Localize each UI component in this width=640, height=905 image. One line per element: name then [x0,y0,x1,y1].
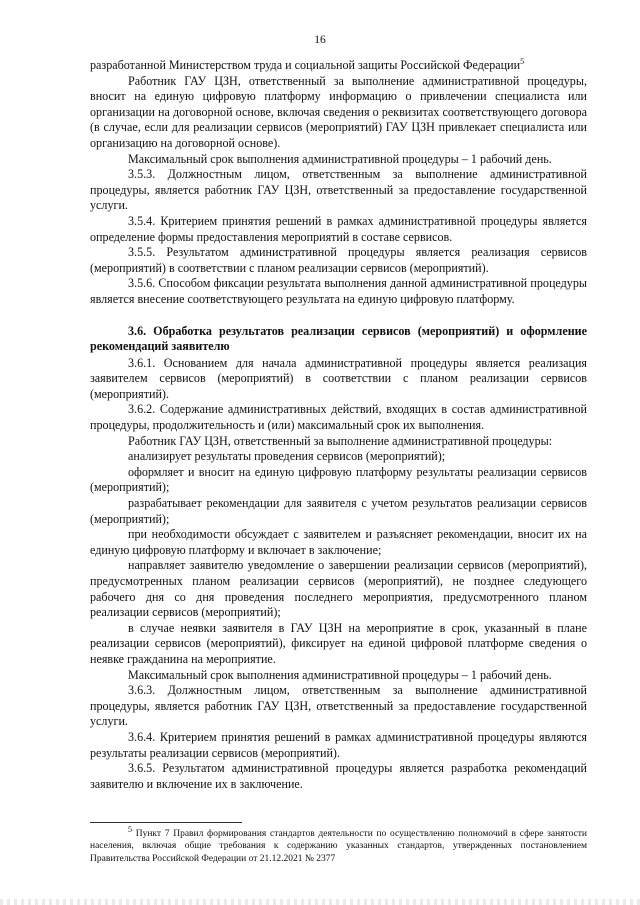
page-number: 16 [314,34,326,46]
section-spacer [90,308,587,324]
paragraph: Работник ГАУ ЦЗН, ответственный за выполнение административной процедуры, вносит на единую цифровую платформу информацию о привлечении специалиста или организации на договорной основе, включая сведения о реквизитах соответствующего договора (в случае, если для реализации сервисов (мероприятий) ГАУ ЦЗН привлекает специалиста или организацию на договорной основе). [90,73,587,150]
footnote-reference[interactable]: 5 [520,56,525,66]
list-item: разрабатывает рекомендации для заявителя с учетом результатов реализации сервисов (мероприятий); [90,496,587,526]
list-item: при необходимости обсуждает с заявителем и разъясняет рекомендации, вносит их на единую цифровую платформу и включает в заключение; [90,527,587,557]
list-item: направляет заявителю уведомление о завершении реализации сервисов (мероприятий), предусмотренных планом реализации сервисов (мероприятий), не позднее следующего рабочего дня со дня проведения последнего мероприятия, предусмотренного планом реализации сервисов (мероприятий); [90,558,587,620]
paragraph [90,58,587,74]
paragraph: 3.5.4. Критерием принятия решений в рамках административной процедуры является определение формы предоставления мероприятий в составе сервисов. [90,213,587,244]
list-item: оформляет и вносит на единую цифровую платформу результаты реализации сервисов (мероприятий); [90,464,587,495]
footnote-marker: 5 [128,824,132,834]
paragraph-text: разработанной Министерством труда и социальной защиты Российской Федерации [90,58,521,72]
paragraph: 3.6.2. Содержание административных действий, входящих в состав административной процедуры, продолжительность и (или) максимальный срок их выполнения. [90,402,587,433]
footnote-text: Пункт 7 Правил формирования стандартов деятельности по осуществлению полномочий в сфере занятости населения, включая общие требования к содержанию указанных стандартов, утвержденных постановлением Правительства Российской Федерации от 21.12.2021 № 2377 [90,829,588,864]
paragraph: 3.6.1. Основанием для начала административной процедуры является реализация заявителем сервисов (мероприятий) в соответствии с планом реализации сервисов (мероприятий). [90,355,587,401]
footnote [90,824,588,865]
list-item: анализирует результаты проведения сервисов (мероприятий); [128,449,446,464]
paragraph: 3.6.5. Результатом административной процедуры является разработка рекомендаций заявителю и включение их в заключение. [90,761,587,791]
paragraph: Максимальный срок выполнения административной процедуры – 1 рабочий день. [128,151,552,166]
paragraph: 3.6.4. Критерием принятия решений в рамках административной процедуры являются результаты реализации сервисов (мероприятий). [90,729,587,760]
paragraph: Работник ГАУ ЦЗН, ответственный за выполнение административной процедуры: [128,433,553,448]
list-item: в случае неявки заявителя в ГАУ ЦЗН на мероприятие в срок, указанный в плане реализации сервисов (мероприятий), фиксирует на единой цифровой платформе сведения о неявке гражданина на мероприятие. [90,620,587,666]
paragraph: 3.5.3. Должностным лицом, ответственным за выполнение административной процедуры, является работник ГАУ ЦЗН, ответственный за предоставление государственной услуги. [90,167,587,213]
document-body [90,58,587,792]
section-heading: 3.6. Обработка результатов реализации сервисов (мероприятий) и оформление рекомендаций заявителю [90,323,587,354]
scan-edge-artifact [0,899,640,905]
paragraph: 3.5.6. Способом фиксации результата выполнения данной административной процедуры является внесение соответствующего результата на единую цифровую платформу. [90,276,587,306]
paragraph: 3.6.3. Должностным лицом, ответственным за выполнение административной процедуры, является работник ГАУ ЦЗН, ответственный за предоставление государственной услуги. [90,683,587,729]
footnote-separator [90,822,242,823]
paragraph: Максимальный срок выполнения административной процедуры – 1 рабочий день. [128,667,552,682]
paragraph: 3.5.5. Результатом административной процедуры является реализация сервисов (мероприятий) в соответствии с планом реализации сервисов (мероприятий). [90,245,587,275]
